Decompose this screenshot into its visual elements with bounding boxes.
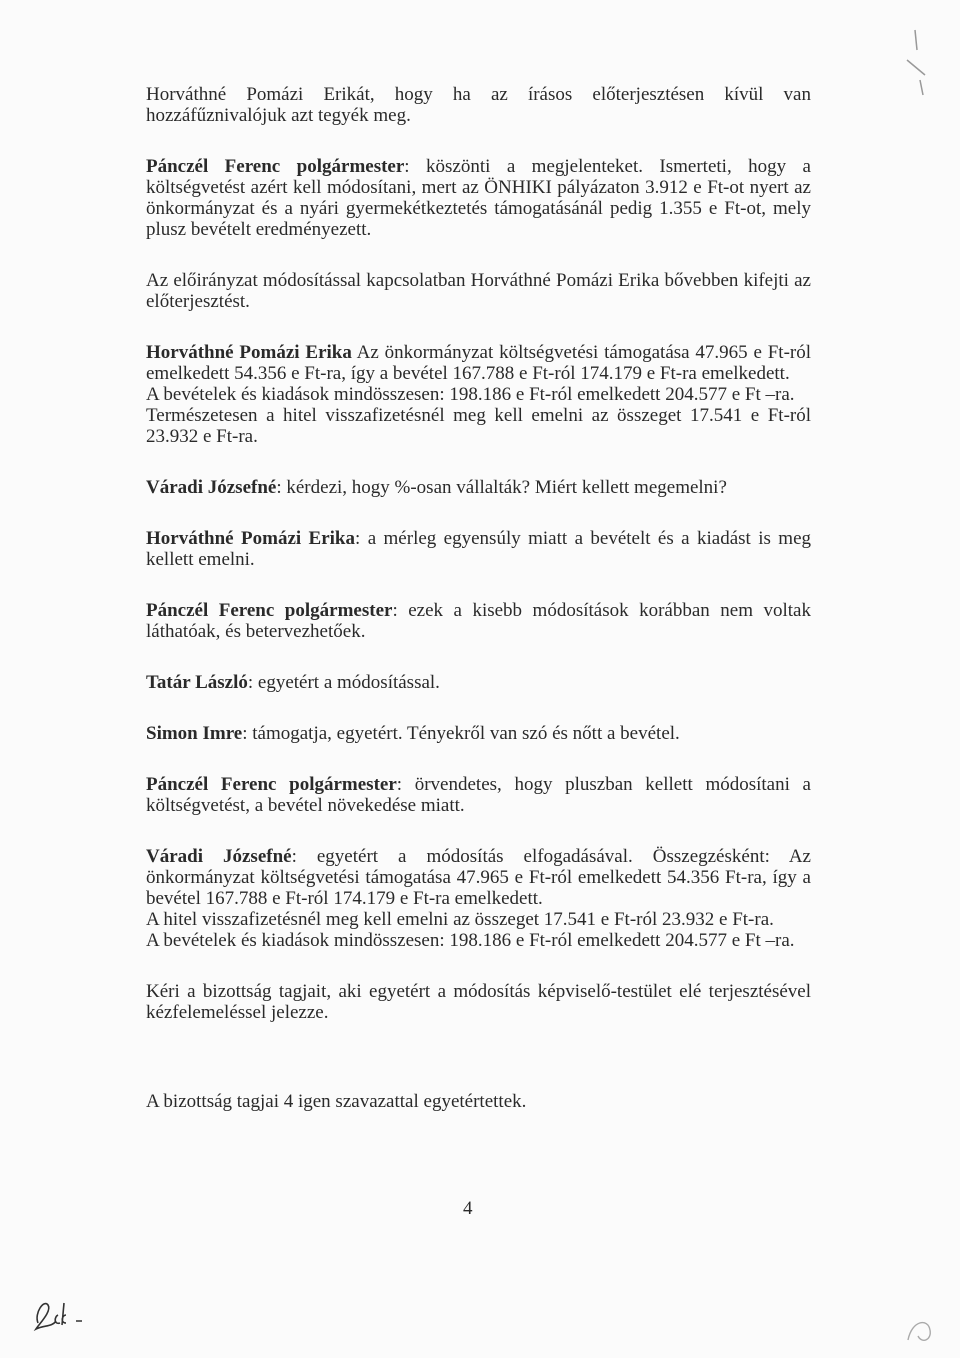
speaker-name: Horváthné Pomázi Erika xyxy=(146,528,356,549)
paragraph-vote-request xyxy=(146,981,811,1023)
speaker-name: Pánczél Ferenc polgármester xyxy=(146,156,405,177)
paragraph-text: : a mérleg egyensúly miatt a bevételt és a kiadást is meg kellett emelni. xyxy=(146,528,812,570)
minutes-text xyxy=(146,84,811,1142)
paragraph-intro xyxy=(146,84,811,126)
paragraph-text: A bevételek és kiadások mindösszesen: 198.186 e Ft-ról emelkedett 204.577 e Ft –ra. xyxy=(146,930,795,951)
paragraph-text: A bevételek és kiadások mindösszesen: 198.186 e Ft-ról emelkedett 204.577 e Ft –ra. xyxy=(146,384,795,405)
paragraph-tatar xyxy=(146,672,811,693)
paragraph-text: Az előirányzat módosítással kapcsolatban Horváthné Pomázi Erika bővebben kifejti az előterjesztést. xyxy=(146,270,811,312)
paragraph-erika-budget xyxy=(146,342,811,384)
speaker-name: Simon Imre xyxy=(146,723,243,744)
corner-handwriting-mark xyxy=(900,1300,950,1350)
paragraph-summary-totals xyxy=(146,930,811,951)
speaker-name: Váradi Józsefné xyxy=(146,477,277,498)
paragraph-mayor-comment xyxy=(146,600,811,642)
corner-handwriting-mark xyxy=(895,20,945,110)
paragraph-text: : köszönti a megjelenteket. Ismerteti, hogy a költségvetést azért kell módosítani, mert az ÖNHIKI pályázaton 3.912 e Ft-ot nyert az önkormányzat és a nyári gyermekétkeztetés támogatásánál pedig 1.355 e Ft-ot, mely plusz bevételt eredményezett. xyxy=(146,156,811,240)
paragraph-revenue-total xyxy=(146,384,811,405)
page-number: 4 xyxy=(463,1198,473,1219)
paragraph-varadi-question xyxy=(146,477,811,498)
paragraph-vote-result xyxy=(146,1091,811,1112)
handwritten-initials xyxy=(30,1293,100,1333)
paragraph-text: Természetesen a hitel visszafizetésnél meg kell emelni az összeget 17.541 e Ft-ról 23.932 e Ft-ra. xyxy=(146,405,811,447)
paragraph-simon xyxy=(146,723,811,744)
paragraph-text: Horváthné Pomázi Erikát, hogy ha az írásos előterjesztésen kívül van hozzáfűznivalójuk azt tegyék meg. xyxy=(146,84,811,126)
paragraph-text: : kérdezi, hogy %-osan vállalták? Miért kellett megemelni? xyxy=(276,477,727,498)
paragraph-text: : ezek a kisebb módosítások korábban nem voltak láthatóak, és betervezhetőek. xyxy=(146,600,811,642)
paragraph-text: : örvendetes, hogy pluszban kellett módosítani a költségvetést, a bevétel növekedése miatt. xyxy=(146,774,811,816)
paragraph-text: A hitel visszafizetésnél meg kell emelni az összeget 17.541 e Ft-ról 23.932 e Ft-ra. xyxy=(146,909,774,930)
speaker-name: Tatár László xyxy=(146,672,248,693)
paragraph-varadi-summary xyxy=(146,846,811,909)
paragraph-loan-repayment xyxy=(146,405,811,447)
paragraph-budget-intro xyxy=(146,270,811,312)
speaker-name: Pánczél Ferenc polgármester xyxy=(146,774,397,795)
paragraph-text: Az önkormányzat költségvetési támogatása 47.965 e Ft-ról emelkedett 54.356 e Ft-ra, így a bevétel 167.788 e Ft-ról 174.179 e Ft-ra emelkedett. xyxy=(146,342,811,384)
paragraph-summary-loan xyxy=(146,909,811,930)
paragraph-text: : támogatja, egyetért. Tényekről van szó és nőtt a bevétel. xyxy=(242,723,680,744)
paragraph-text: Kéri a bizottság tagjait, aki egyetért a módosítás képviselő-testület elé terjesztésével kézfelemeléssel jelezze. xyxy=(146,981,811,1023)
speaker-name: Horváthné Pomázi Erika xyxy=(146,342,352,363)
paragraph-text: : egyetért a módosítás elfogadásával. Összegzésként: Az önkormányzat költségvetési támogatása 47.965 e Ft-ról emelkedett 54.356 Ft-ra, így a bevétel 167.788 e Ft-ról 174.179 e Ft-ra emelkedett. xyxy=(146,846,811,909)
speaker-name: Pánczél Ferenc polgármester xyxy=(146,600,393,621)
paragraph-text: A bizottság tagjai 4 igen szavazattal egyetértettek. xyxy=(146,1091,527,1112)
paragraph-text: : egyetért a módosítással. xyxy=(247,672,440,693)
speaker-name: Váradi Józsefné xyxy=(146,846,292,867)
paragraph-erika-answer xyxy=(146,528,811,570)
paragraph-mayor-positive xyxy=(146,774,811,816)
paragraph-mayor-greeting xyxy=(146,156,811,240)
